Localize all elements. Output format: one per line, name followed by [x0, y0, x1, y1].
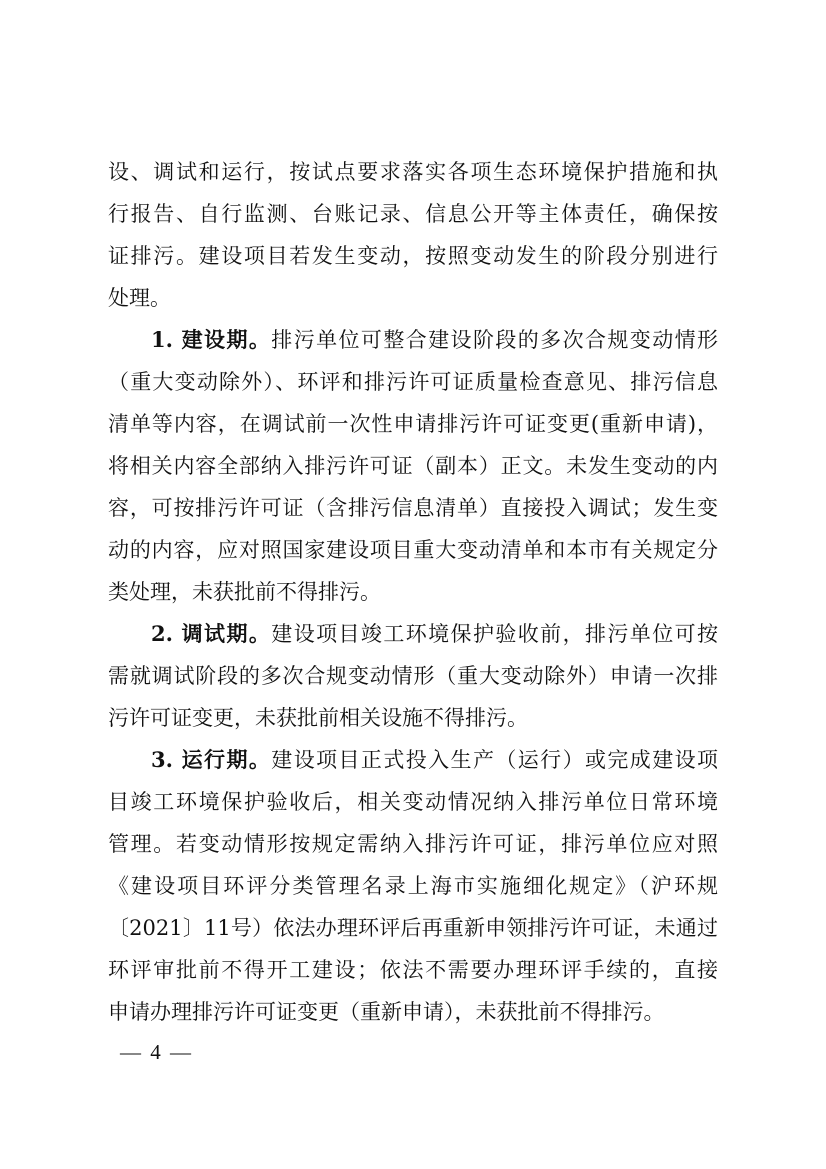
line-text: 动的内容，应对照国家建设项目重大变动清单和本市有关规定分 [108, 538, 718, 562]
text-line [108, 361, 718, 403]
text-line [108, 655, 718, 697]
text-line [108, 529, 718, 571]
line-text: 将相关内容全部纳入排污许可证（副本）正文。未发生变动的内 [108, 454, 718, 478]
line-text: （重大变动除外）、环评和排污许可证质量检查意见、排污信息 [108, 370, 718, 394]
text-line [108, 445, 718, 487]
line-text: 《建设项目环评分类管理名录上海市实施细化规定》（沪环规 [108, 874, 718, 898]
text-line [108, 571, 718, 613]
text-line [108, 487, 718, 529]
page-number: — 4 — [120, 1040, 193, 1064]
text-line [108, 151, 718, 193]
section-heading: 1. 建设期。 [151, 327, 272, 352]
text-line [108, 949, 718, 991]
text-line [108, 193, 718, 235]
section-heading: 2. 调试期。 [151, 621, 272, 646]
text-line [108, 907, 718, 949]
line-text: 类处理，未获批前不得排污。 [108, 580, 381, 604]
line-text: 设、调试和运行，按试点要求落实各项生态环境保护措施和执 [108, 160, 718, 184]
line-text: 容，可按排污许可证（含排污信息清单）直接投入调试；发生变 [108, 496, 718, 520]
text-line [108, 865, 718, 907]
line-text: 目竣工环境保护验收后，相关变动情况纳入排污单位日常环境 [108, 790, 718, 814]
text-line [108, 781, 718, 823]
text-line [108, 235, 718, 277]
line-text: 建设项目竣工环境保护验收前，排污单位可按 [271, 622, 719, 646]
text-line [108, 823, 718, 865]
line-text: 〔2021〕11号）依法办理环评后再重新申领排污许可证，未通过 [108, 916, 718, 940]
section-heading: 3. 运行期。 [151, 747, 272, 772]
line-text: 申请办理排污许可证变更（重新申请），未获批前不得排污。 [108, 1000, 665, 1024]
text-line [108, 697, 718, 739]
line-text: 证排污。建设项目若发生变动，按照变动发生的阶段分别进行 [108, 244, 718, 268]
line-text: 行报告、自行监测、台账记录、信息公开等主体责任，确保按 [108, 202, 718, 226]
line-text: 清单等内容，在调试前一次性申请排污许可证变更(重新申请)， [108, 412, 718, 436]
text-line [108, 277, 718, 319]
text-line [108, 991, 718, 1033]
line-text: 污许可证变更，未获批前相关设施不得排污。 [108, 706, 528, 730]
text-line [151, 739, 718, 781]
text-line [151, 319, 718, 361]
line-text: 管理。若变动情形按规定需纳入排污许可证，排污单位应对照 [108, 832, 718, 856]
text-line [151, 613, 718, 655]
line-text: 需就调试阶段的多次合规变动情形（重大变动除外）申请一次排 [108, 664, 718, 688]
line-text: 建设项目正式投入生产（运行）或完成建设项 [271, 748, 719, 772]
text-line [108, 403, 718, 445]
line-text: 排污单位可整合建设阶段的多次合规变动情形 [271, 328, 719, 352]
line-text: 环评审批前不得开工建设；依法不需要办理环评手续的，直接 [108, 958, 718, 982]
line-text: 处理。 [108, 286, 171, 310]
